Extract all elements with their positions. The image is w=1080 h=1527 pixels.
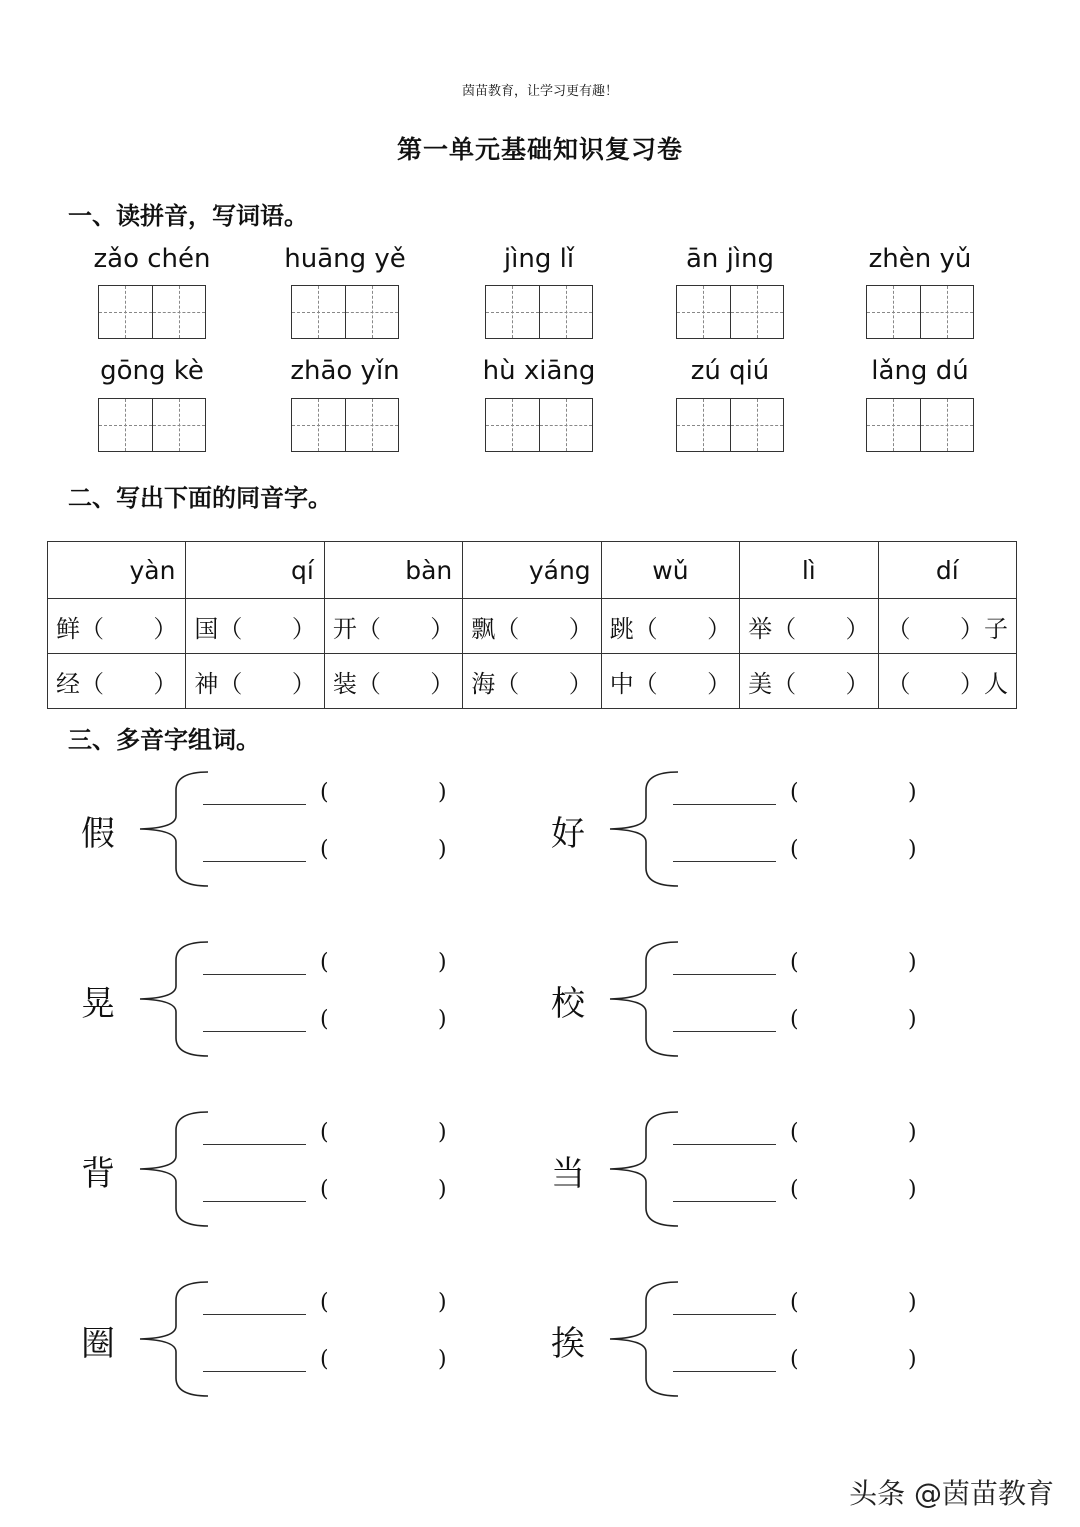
close-paren: )	[908, 837, 917, 862]
close-paren: )	[908, 1347, 917, 1372]
tian-grid-box[interactable]	[866, 285, 974, 339]
tian-grid-box[interactable]	[676, 285, 784, 339]
pinyin-cell: yáng	[463, 542, 601, 599]
cell-left: （	[886, 614, 911, 643]
answer-line[interactable]	[673, 1031, 776, 1032]
cell-left: 海（	[471, 669, 520, 698]
cell-right: ）	[430, 614, 455, 643]
open-paren: (	[790, 837, 799, 862]
homophone-cell[interactable]	[740, 654, 878, 709]
tian-cell[interactable]	[867, 286, 920, 338]
homophone-cell[interactable]	[601, 654, 739, 709]
homophone-cell[interactable]	[186, 599, 324, 654]
cell-right: ）	[291, 614, 316, 643]
close-paren: )	[438, 1177, 447, 1202]
tian-cell[interactable]	[677, 399, 730, 451]
cell-left: 美（	[748, 669, 797, 698]
cell-right: ）人	[960, 669, 1008, 698]
pinyin-cell: wǔ	[601, 542, 739, 599]
homophone-cell[interactable]	[186, 654, 324, 709]
cell-right: ）	[707, 614, 732, 643]
answer-line[interactable]	[673, 804, 776, 805]
homophone-cell[interactable]	[324, 654, 462, 709]
tian-grid-box[interactable]	[485, 398, 593, 452]
tian-grid-box[interactable]	[485, 285, 593, 339]
close-paren: )	[908, 1290, 917, 1315]
polyphone-char: 晃	[81, 984, 115, 1024]
open-paren: (	[790, 950, 799, 975]
tian-grid-box[interactable]	[676, 398, 784, 452]
homophone-cell[interactable]	[463, 654, 601, 709]
cell-left: 跳（	[609, 614, 658, 643]
close-paren: )	[438, 1007, 447, 1032]
close-paren: )	[438, 950, 447, 975]
tian-cell[interactable]	[486, 399, 539, 451]
tian-cell[interactable]	[730, 286, 784, 338]
close-paren: )	[908, 950, 917, 975]
cell-right: ）	[845, 614, 870, 643]
cell-right: ）	[430, 669, 455, 698]
answer-line[interactable]	[203, 861, 306, 862]
cell-right: ）子	[960, 614, 1008, 643]
section2-heading: 二、写出下面的同音字。	[68, 483, 332, 512]
open-paren: (	[320, 950, 329, 975]
cell-right: ）	[568, 669, 593, 698]
close-paren: )	[908, 780, 917, 805]
answer-line[interactable]	[203, 1144, 306, 1145]
tian-cell[interactable]	[867, 399, 920, 451]
open-paren: (	[790, 1007, 799, 1032]
tian-cell[interactable]	[292, 286, 345, 338]
tian-cell[interactable]	[99, 286, 152, 338]
pinyin-label: hù xiāng	[482, 356, 596, 386]
tian-cell[interactable]	[920, 286, 974, 338]
brace-icon	[608, 1280, 678, 1398]
open-paren: (	[320, 837, 329, 862]
answer-line[interactable]	[673, 861, 776, 862]
homophone-cell[interactable]	[740, 599, 878, 654]
homophone-row-1	[48, 599, 1017, 654]
answer-line[interactable]	[673, 1371, 776, 1372]
close-paren: )	[908, 1177, 917, 1202]
pinyin-cell: bàn	[324, 542, 462, 599]
pinyin-label: gōng kè	[100, 356, 204, 386]
answer-line[interactable]	[673, 1144, 776, 1145]
cell-left: 开（	[332, 614, 381, 643]
cell-left: 中（	[609, 669, 658, 698]
pinyin-label: zhāo yǐn	[290, 356, 400, 386]
open-paren: (	[790, 1120, 799, 1145]
open-paren: (	[320, 780, 329, 805]
brace-icon	[608, 770, 678, 888]
open-paren: (	[320, 1007, 329, 1032]
tian-grid-box[interactable]	[866, 398, 974, 452]
section1-heading: 一、读拼音，写词语。	[68, 201, 308, 230]
brace-icon	[608, 940, 678, 1058]
section3-heading: 三、多音字组词。	[68, 725, 260, 754]
cell-right: ）	[291, 669, 316, 698]
pinyin-label: zǎo chén	[93, 244, 211, 274]
answer-line[interactable]	[673, 1201, 776, 1202]
pinyin-cell: qí	[186, 542, 324, 599]
open-paren: (	[790, 780, 799, 805]
pinyin-cell: dí	[878, 542, 1016, 599]
brace-icon	[138, 1110, 208, 1228]
tagline: 茵苗教育，让学习更有趣！	[461, 84, 618, 99]
tian-cell[interactable]	[152, 399, 206, 451]
open-paren: (	[320, 1347, 329, 1372]
cell-left: 装（	[332, 669, 381, 698]
homophone-row-2	[48, 654, 1017, 709]
brace-icon	[138, 1280, 208, 1398]
pinyin-cell: lì	[740, 542, 878, 599]
cell-left: 飘（	[471, 614, 520, 643]
answer-line[interactable]	[673, 1314, 776, 1315]
tian-cell[interactable]	[292, 399, 345, 451]
cell-right: ）	[707, 669, 732, 698]
homophone-cell[interactable]	[878, 599, 1016, 654]
open-paren: (	[790, 1290, 799, 1315]
open-paren: (	[320, 1177, 329, 1202]
pinyin-label: lǎng dú	[871, 356, 969, 386]
brace-icon	[138, 770, 208, 888]
pinyin-label: zú qiú	[690, 356, 770, 386]
tian-cell[interactable]	[345, 286, 399, 338]
tian-cell[interactable]	[539, 286, 593, 338]
cell-left: 神（	[194, 669, 243, 698]
homophone-cell[interactable]	[601, 599, 739, 654]
tian-cell[interactable]	[677, 286, 730, 338]
homophone-cell[interactable]	[463, 599, 601, 654]
answer-line[interactable]	[203, 1314, 306, 1315]
tian-cell[interactable]	[99, 399, 152, 451]
tian-cell[interactable]	[152, 286, 206, 338]
polyphone-char: 校	[551, 984, 585, 1024]
open-paren: (	[790, 1177, 799, 1202]
tian-cell[interactable]	[920, 399, 974, 451]
polyphone-char: 好	[551, 814, 585, 854]
cell-right: ）	[568, 614, 593, 643]
answer-line[interactable]	[203, 1201, 306, 1202]
tian-grid-box[interactable]	[291, 398, 399, 452]
close-paren: )	[908, 1120, 917, 1145]
pinyin-label: ān jìng	[685, 244, 775, 274]
answer-line[interactable]	[673, 974, 776, 975]
pinyin-label: zhèn yǔ	[868, 244, 972, 274]
answer-line[interactable]	[203, 804, 306, 805]
homophone-cell[interactable]	[48, 654, 186, 709]
pinyin-label: jìng lǐ	[503, 244, 575, 274]
answer-line[interactable]	[203, 1371, 306, 1372]
cell-left: 经（	[56, 669, 104, 698]
tian-grid-box[interactable]	[291, 285, 399, 339]
pinyin-label: huāng yě	[284, 244, 406, 274]
brace-icon	[608, 1110, 678, 1228]
tian-grid-box[interactable]	[98, 285, 206, 339]
tian-cell[interactable]	[539, 399, 593, 451]
cell-left: 鲜（	[56, 614, 104, 643]
homophone-cell[interactable]	[48, 599, 186, 654]
open-paren: (	[790, 1347, 799, 1372]
tian-cell[interactable]	[345, 399, 399, 451]
tian-cell[interactable]	[486, 286, 539, 338]
tian-grid-box[interactable]	[98, 398, 206, 452]
close-paren: )	[438, 1120, 447, 1145]
close-paren: )	[438, 837, 447, 862]
open-paren: (	[320, 1120, 329, 1145]
pinyin-cell: yàn	[48, 542, 186, 599]
brace-icon	[138, 940, 208, 1058]
close-paren: )	[438, 1347, 447, 1372]
page-title: 第一单元基础知识复习卷	[396, 135, 683, 164]
close-paren: )	[438, 780, 447, 805]
watermark: 头条 @茵苗教育	[849, 1477, 1054, 1510]
pinyin-row	[48, 542, 1017, 599]
cell-left: 举（	[748, 614, 797, 643]
polyphone-char: 挨	[551, 1324, 585, 1364]
polyphone-char: 假	[81, 814, 115, 854]
answer-line[interactable]	[203, 974, 306, 975]
homophone-table	[47, 541, 1017, 709]
close-paren: )	[438, 1290, 447, 1315]
cell-right: ）	[845, 669, 870, 698]
homophone-cell[interactable]	[324, 599, 462, 654]
cell-right: ）	[153, 669, 178, 698]
answer-line[interactable]	[203, 1031, 306, 1032]
cell-left: 国（	[194, 614, 243, 643]
polyphone-char: 当	[551, 1154, 585, 1194]
cell-right: ）	[153, 614, 178, 643]
close-paren: )	[908, 1007, 917, 1032]
open-paren: (	[320, 1290, 329, 1315]
polyphone-char: 背	[81, 1154, 115, 1194]
polyphone-char: 圈	[81, 1324, 115, 1364]
homophone-cell[interactable]	[878, 654, 1016, 709]
tian-cell[interactable]	[730, 399, 784, 451]
cell-left: （	[886, 669, 911, 698]
